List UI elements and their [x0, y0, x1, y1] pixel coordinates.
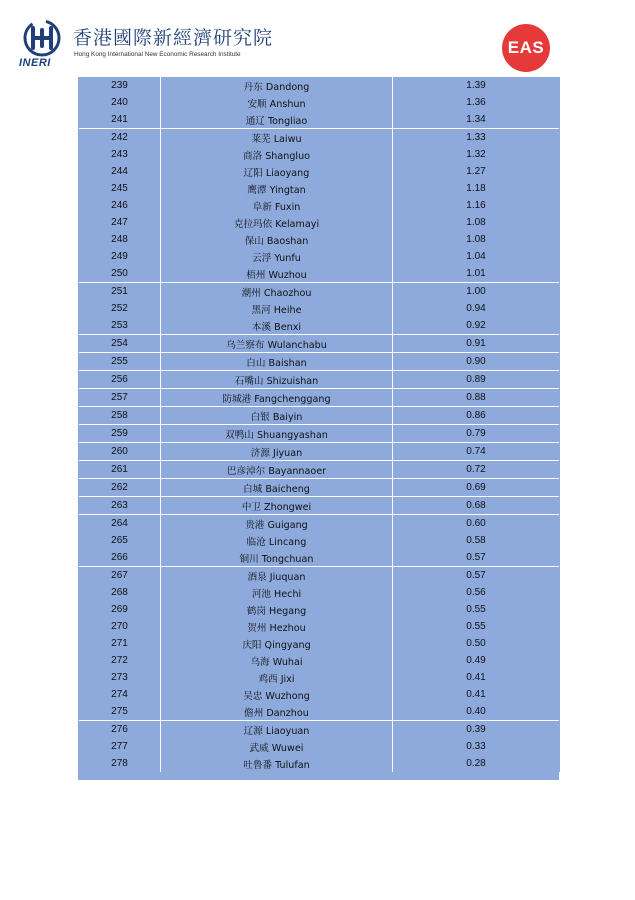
city-cell: 白山 Baishan	[161, 353, 393, 371]
table-row	[79, 601, 560, 618]
rank-cell: 266	[79, 549, 161, 567]
table-row	[79, 94, 560, 111]
table-row	[79, 389, 560, 407]
table-row	[79, 425, 560, 443]
value-cell: 1.08	[393, 214, 560, 231]
rank-cell: 242	[79, 129, 161, 147]
rank-cell: 269	[79, 601, 161, 618]
table-row	[79, 231, 560, 248]
city-cell: 梧州 Wuzhou	[161, 265, 393, 283]
city-cell: 贺州 Hezhou	[161, 618, 393, 635]
city-cell: 吴忠 Wuzhong	[161, 686, 393, 703]
rank-cell: 270	[79, 618, 161, 635]
table-row	[79, 755, 560, 772]
table-row	[79, 443, 560, 461]
table-row	[79, 532, 560, 549]
city-cell: 巴彦淖尔 Bayannaoer	[161, 461, 393, 479]
table-row	[79, 407, 560, 425]
logo-abbreviation: INERI	[19, 57, 51, 69]
city-cell: 莱芜 Laiwu	[161, 129, 393, 147]
table-row	[79, 669, 560, 686]
table-row	[79, 283, 560, 301]
rank-cell: 276	[79, 721, 161, 739]
city-cell: 庆阳 Qingyang	[161, 635, 393, 652]
city-cell: 贵港 Guigang	[161, 515, 393, 533]
table-row	[79, 180, 560, 197]
city-cell: 乌海 Wuhai	[161, 652, 393, 669]
table-row	[79, 584, 560, 601]
value-cell: 1.32	[393, 146, 560, 163]
value-cell: 0.55	[393, 601, 560, 618]
page-header	[0, 0, 635, 72]
city-cell: 铜川 Tongchuan	[161, 549, 393, 567]
table-row	[79, 111, 560, 129]
city-cell: 辽源 Liaoyuan	[161, 721, 393, 739]
value-cell: 1.00	[393, 283, 560, 301]
city-cell: 阜新 Fuxin	[161, 197, 393, 214]
city-cell: 黑河 Heihe	[161, 300, 393, 317]
city-cell: 安顺 Anshun	[161, 94, 393, 111]
city-cell: 辽阳 Liaoyang	[161, 163, 393, 180]
rank-cell: 253	[79, 317, 161, 335]
city-cell: 潮州 Chaozhou	[161, 283, 393, 301]
value-cell: 0.60	[393, 515, 560, 533]
value-cell: 0.57	[393, 567, 560, 585]
value-cell: 0.94	[393, 300, 560, 317]
table-row	[79, 146, 560, 163]
city-cell: 白银 Baiyin	[161, 407, 393, 425]
rank-cell: 256	[79, 371, 161, 389]
value-cell: 1.08	[393, 231, 560, 248]
value-cell: 0.92	[393, 317, 560, 335]
value-cell: 0.88	[393, 389, 560, 407]
table-row	[79, 567, 560, 585]
table-row	[79, 635, 560, 652]
value-cell: 0.79	[393, 425, 560, 443]
rank-cell: 265	[79, 532, 161, 549]
city-cell: 中卫 Zhongwei	[161, 497, 393, 515]
rank-cell: 273	[79, 669, 161, 686]
rank-cell: 277	[79, 738, 161, 755]
rank-cell: 268	[79, 584, 161, 601]
rank-cell: 251	[79, 283, 161, 301]
city-cell: 儋州 Danzhou	[161, 703, 393, 721]
table-row	[79, 686, 560, 703]
city-cell: 商洛 Shangluo	[161, 146, 393, 163]
value-cell: 0.69	[393, 479, 560, 497]
value-cell: 0.40	[393, 703, 560, 721]
table-row	[79, 248, 560, 265]
table-row	[79, 497, 560, 515]
city-cell: 云浮 Yunfu	[161, 248, 393, 265]
city-cell: 乌兰察布 Wulanchabu	[161, 335, 393, 353]
rank-cell: 243	[79, 146, 161, 163]
rank-cell: 257	[79, 389, 161, 407]
city-cell: 酒泉 Jiuquan	[161, 567, 393, 585]
city-cell: 保山 Baoshan	[161, 231, 393, 248]
table-row	[79, 335, 560, 353]
table-row	[79, 197, 560, 214]
rank-cell: 247	[79, 214, 161, 231]
table-row	[79, 129, 560, 147]
rank-cell: 255	[79, 353, 161, 371]
value-cell: 0.49	[393, 652, 560, 669]
rank-cell: 245	[79, 180, 161, 197]
ineri-logo-icon	[20, 18, 64, 58]
rank-cell: 248	[79, 231, 161, 248]
city-cell: 鹤岗 Hegang	[161, 601, 393, 618]
rank-cell: 249	[79, 248, 161, 265]
rank-cell: 259	[79, 425, 161, 443]
rank-cell: 274	[79, 686, 161, 703]
value-cell: 0.91	[393, 335, 560, 353]
org-name-english: Hong Kong International New Economic Research Institute	[74, 51, 241, 58]
value-cell: 0.39	[393, 721, 560, 739]
value-cell: 0.86	[393, 407, 560, 425]
city-cell: 武威 Wuwei	[161, 738, 393, 755]
value-cell: 1.18	[393, 180, 560, 197]
rank-cell: 272	[79, 652, 161, 669]
value-cell: 1.04	[393, 248, 560, 265]
rank-cell: 271	[79, 635, 161, 652]
city-cell: 本溪 Benxi	[161, 317, 393, 335]
table-row	[79, 515, 560, 533]
city-cell: 防城港 Fangchenggang	[161, 389, 393, 407]
value-cell: 0.57	[393, 549, 560, 567]
table-row	[79, 479, 560, 497]
rank-cell: 267	[79, 567, 161, 585]
ranking-table-body	[79, 77, 560, 772]
table-row	[79, 703, 560, 721]
value-cell: 0.58	[393, 532, 560, 549]
value-cell: 1.34	[393, 111, 560, 129]
rank-cell: 239	[79, 77, 161, 94]
org-name-chinese: 香港國際新經濟研究院	[73, 27, 274, 49]
rank-cell: 246	[79, 197, 161, 214]
rank-cell: 241	[79, 111, 161, 129]
value-cell: 0.90	[393, 353, 560, 371]
value-cell: 0.41	[393, 686, 560, 703]
table-bottom-padding	[78, 772, 559, 780]
city-cell: 双鸭山 Shuangyashan	[161, 425, 393, 443]
value-cell: 1.33	[393, 129, 560, 147]
table-row	[79, 300, 560, 317]
rank-cell: 263	[79, 497, 161, 515]
city-cell: 鹰潭 Yingtan	[161, 180, 393, 197]
value-cell: 1.16	[393, 197, 560, 214]
value-cell: 1.01	[393, 265, 560, 283]
rank-cell: 244	[79, 163, 161, 180]
table-row	[79, 721, 560, 739]
table-row	[79, 163, 560, 180]
value-cell: 0.28	[393, 755, 560, 772]
rank-cell: 262	[79, 479, 161, 497]
city-cell: 鸡西 Jixi	[161, 669, 393, 686]
rank-cell: 252	[79, 300, 161, 317]
value-cell: 0.41	[393, 669, 560, 686]
table-row	[79, 265, 560, 283]
table-row	[79, 214, 560, 231]
table-row	[79, 317, 560, 335]
city-cell: 济源 Jiyuan	[161, 443, 393, 461]
rank-cell: 278	[79, 755, 161, 772]
table-row	[79, 618, 560, 635]
value-cell: 0.50	[393, 635, 560, 652]
table-row	[79, 652, 560, 669]
city-cell: 河池 Hechi	[161, 584, 393, 601]
eas-logo-badge: EAS	[502, 24, 550, 72]
value-cell: 0.72	[393, 461, 560, 479]
rank-cell: 261	[79, 461, 161, 479]
ranking-table	[78, 77, 559, 780]
table-row	[79, 353, 560, 371]
city-cell: 白城 Baicheng	[161, 479, 393, 497]
city-cell: 吐鲁番 Tulufan	[161, 755, 393, 772]
rank-cell: 258	[79, 407, 161, 425]
rank-cell: 254	[79, 335, 161, 353]
rank-cell: 240	[79, 94, 161, 111]
value-cell: 1.36	[393, 94, 560, 111]
value-cell: 0.68	[393, 497, 560, 515]
rank-cell: 275	[79, 703, 161, 721]
city-cell: 丹东 Dandong	[161, 77, 393, 94]
city-cell: 临沧 Lincang	[161, 532, 393, 549]
table-row	[79, 549, 560, 567]
table-row	[79, 461, 560, 479]
value-cell: 0.33	[393, 738, 560, 755]
value-cell: 0.74	[393, 443, 560, 461]
value-cell: 0.56	[393, 584, 560, 601]
value-cell: 0.55	[393, 618, 560, 635]
table-row	[79, 77, 560, 94]
city-cell: 石嘴山 Shizuishan	[161, 371, 393, 389]
table-row	[79, 738, 560, 755]
rank-cell: 250	[79, 265, 161, 283]
city-cell: 通辽 Tongliao	[161, 111, 393, 129]
value-cell: 1.39	[393, 77, 560, 94]
value-cell: 0.89	[393, 371, 560, 389]
value-cell: 1.27	[393, 163, 560, 180]
rank-cell: 264	[79, 515, 161, 533]
table-row	[79, 371, 560, 389]
rank-cell: 260	[79, 443, 161, 461]
city-cell: 克拉玛依 Kelamayi	[161, 214, 393, 231]
